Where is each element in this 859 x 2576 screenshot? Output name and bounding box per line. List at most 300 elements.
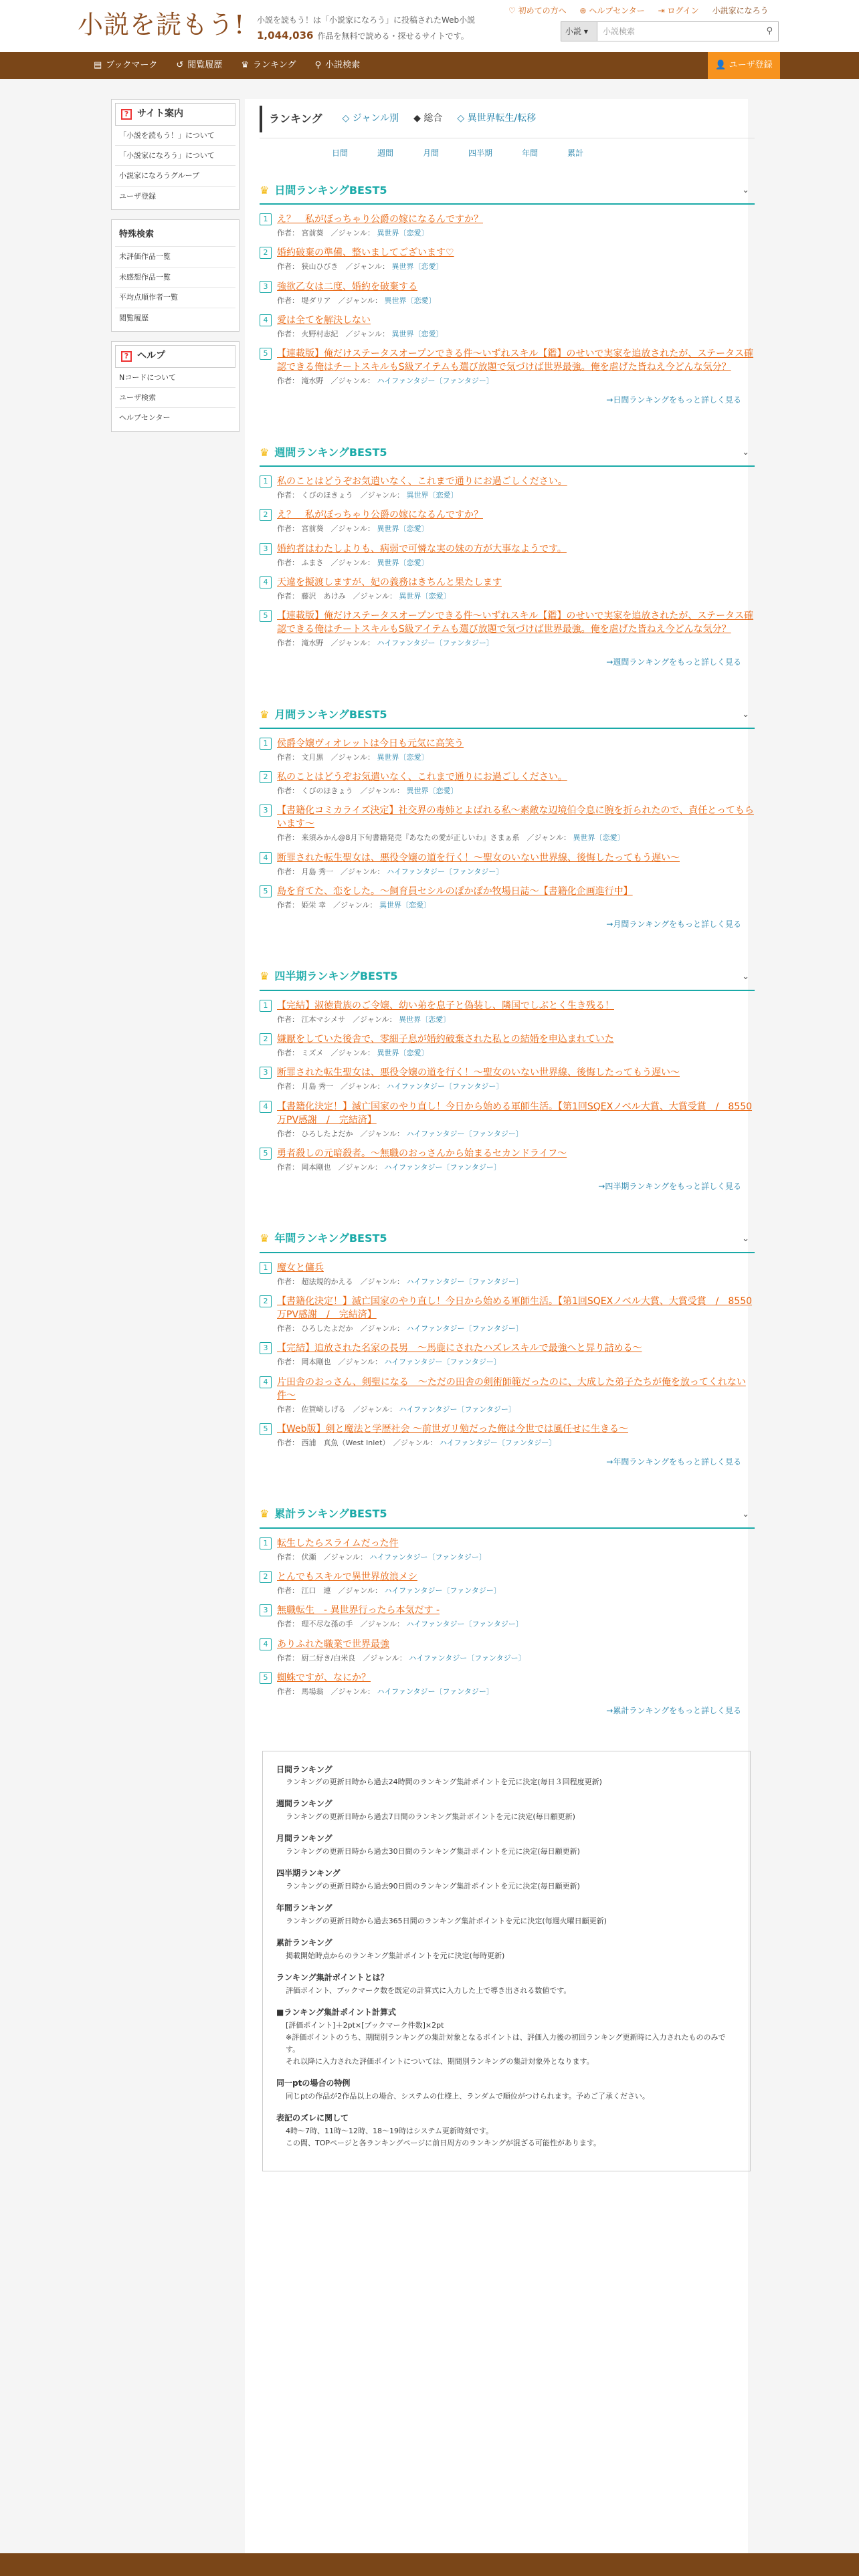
site-logo[interactable]: 小説を読もう! (78, 10, 246, 39)
site-header (0, 0, 859, 52)
genre-link[interactable]: ハイファンタジー〔ファンタジー〕 (406, 1620, 523, 1629)
section-header[interactable] (260, 178, 755, 205)
ranking-item (260, 1376, 755, 1414)
ranking-section (260, 964, 755, 1208)
novel-title-link[interactable]: 【完結】淑徳貴族のご令嬢、幼い弟を息子と偽装し、隣国でしぶとく生き残る！ (277, 1000, 614, 1011)
sidebar-item-ncode[interactable]: Nコードについて (115, 368, 235, 388)
register-button[interactable] (708, 52, 780, 79)
novel-title-link[interactable]: 勇者殺しの元暗殺者。〜無職のおっさんから始まるセカンドライフ〜 (277, 1148, 567, 1160)
novel-title-link[interactable]: え？ 私がぼっちゃり公爵の嫁になるんですか？ (277, 213, 483, 225)
novel-title-link[interactable]: 島を育てた、恋をした。〜飼育員セシルのぽかぽか牧場日誌〜【書籍化企画進行中】 (277, 886, 633, 897)
genre-link[interactable]: ハイファンタジー〔ファンタジー〕 (377, 377, 494, 386)
novel-title-link[interactable]: 【連載版】俺だけステータスオープンできる件〜いずれスキル【鑑】のせいで実家を追放されたが、ステータス確認できる俺はチートスキルもS級アイテムも選び放題で気づけば世界最強。俺を虐げた皆ねえ今どんな気分？ (277, 611, 754, 635)
genre-link[interactable]: ハイファンタジー〔ファンタジー〕 (369, 1552, 486, 1562)
site-guide-box (111, 99, 240, 210)
author-link[interactable]: くびのほきょう (301, 490, 353, 500)
special-search-title: 特殊検索 (115, 223, 235, 247)
rank-number-icon: 1 (260, 213, 272, 225)
site-guide-title-label: サイト案内 (137, 108, 184, 119)
author-link[interactable]: 岡本剛也 (301, 1358, 331, 1367)
rank-number-icon: 5 (260, 348, 272, 360)
rank-number-icon: 2 (260, 1571, 272, 1583)
ranking-section (260, 178, 755, 421)
tab-overall[interactable]: ◆ 総合 (413, 113, 443, 124)
ranking-item (260, 1261, 755, 1287)
nav-ranking-label: ランキング (252, 60, 296, 70)
author-link[interactable]: 来須みかん@8月下旬書籍発売『あなたの愛が正しいわ』さまぁ系 (301, 833, 520, 843)
explain-body: ランキングの更新日時から過去30日間のランキング集計ポイントを元に決定(毎日顧更新) (286, 1847, 580, 1856)
novel-title-link[interactable]: 断罪された転生聖女は、悪役令嬢の道を行く！〜聖女のいない世界線、後悔したってもう遅い〜 (277, 852, 680, 863)
author-link[interactable]: 厨二好き/白米良 (301, 1653, 356, 1662)
period-total[interactable]: 累計 (567, 148, 584, 158)
beginner-link-label: 初めての方へ (518, 6, 567, 15)
novel-title-link[interactable]: 私のことはどうぞお気遣いなく、これまで通りにお過ごしください。 (277, 475, 567, 487)
ranking-item (260, 1422, 755, 1448)
novel-title-link[interactable]: 【完結】追放された名家の長男 〜馬鹿にされたハズレスキルで最強へと昇り詰める〜 (277, 1343, 642, 1354)
novel-meta: 作者： 岡本剛也 ／ジャンル： ハイファンタジー〔ファンタジー〕 (277, 1163, 501, 1172)
period-links (332, 148, 748, 159)
ranking-title: ランキング (269, 112, 322, 125)
novel-meta: 作者： 来須みかん@8月下旬書籍発売『あなたの愛が正しいわ』さまぁ系 ／ジャンル： 異世界〔恋愛〕 (277, 833, 625, 843)
genre-link[interactable]: 異世界〔恋愛〕 (406, 786, 458, 796)
rank-number-icon: 3 (260, 1604, 272, 1616)
genre-link[interactable]: 異世界〔恋愛〕 (377, 228, 429, 237)
sidebar (111, 99, 240, 441)
ranking-item (260, 885, 755, 910)
search-type-value: 小説 (565, 27, 582, 36)
author-link[interactable]: 狭山ひびき (301, 262, 339, 272)
rank-number-icon: 3 (260, 1342, 272, 1354)
rank-number-icon: 5 (260, 610, 272, 622)
novel-title-link[interactable]: 転生したらスライムだった件 (277, 1537, 399, 1549)
novel-meta: 作者： 堤ダリア ／ジャンル： 異世界〔恋愛〕 (277, 296, 436, 305)
section-title: 累計ランキングBEST5 (274, 1507, 387, 1521)
author-link[interactable]: 馬場翁 (301, 1687, 324, 1697)
novel-title-link[interactable]: とんでもスキルで異世界放浪メシ (277, 1571, 417, 1582)
explain-body: ランキングの更新日時から過去24時間のランキング集計ポイントを元に決定(毎日３回程度更新) (286, 1778, 602, 1787)
rank-number-icon: 2 (260, 509, 272, 521)
sidebar-item-group[interactable]: 小説家になろうグループ (115, 166, 235, 186)
login-link-label: ログイン (667, 6, 699, 15)
site-footer (0, 2553, 859, 2576)
more-ranking-link[interactable]: →四半期ランキングをもっと詳しく見る (598, 1181, 741, 1191)
ranking-item (260, 1570, 755, 1596)
ranking-list (260, 1529, 755, 1697)
novel-title-link[interactable]: 【書籍化決定！】滅亡国家のやり直し！今日から始める軍師生活。【第1回SQEXノベル大賞、大賞受賞 / 8550万PV感謝 / 完結済】 (277, 1296, 753, 1320)
genre-link[interactable]: 異世界〔恋愛〕 (377, 558, 429, 567)
rank-number-icon: 5 (260, 1148, 272, 1160)
author-link[interactable]: 宮前葵 (301, 524, 324, 534)
ranking-section (260, 1226, 755, 1483)
rank-number-icon: 4 (260, 576, 272, 588)
crown-icon: ♛ (260, 970, 270, 983)
novel-count (257, 29, 469, 43)
ranking-item (260, 542, 755, 568)
crown-icon: ♛ (260, 183, 270, 197)
rank-number-icon: 4 (260, 1376, 272, 1388)
novel-meta: 作者： 江本マシメサ ／ジャンル： 異世界〔恋愛〕 (277, 1014, 451, 1024)
rank-number-icon: 4 (260, 314, 272, 326)
author-link[interactable]: 宮前葵 (301, 228, 324, 237)
login-link[interactable]: ⇥ ログイン (658, 6, 699, 15)
crown-icon: ♛ (260, 445, 270, 459)
period-weekly[interactable]: 週間 (377, 148, 394, 158)
novel-meta: 作者： 宮前葵 ／ジャンル： 異世界〔恋愛〕 (277, 524, 429, 534)
genre-link[interactable]: ハイファンタジー〔ファンタジー〕 (409, 1653, 526, 1662)
genre-link[interactable]: ハイファンタジー〔ファンタジー〕 (377, 1687, 494, 1697)
explain-heading: 週間ランキング (276, 1799, 332, 1809)
nav-ranking[interactable] (231, 52, 305, 79)
novel-meta: 作者： 厨二好き/白米良 ／ジャンル： ハイファンタジー〔ファンタジー〕 (277, 1653, 526, 1662)
search-type-select[interactable]: 小説 ▾ (561, 21, 597, 41)
search-icon: ⚲ (314, 60, 322, 70)
tagline: 小説を読もう！は「小説家になろう」に投稿されたWeb小説 (257, 15, 476, 25)
author-link[interactable]: 姫栄 幸 (301, 901, 326, 910)
question-icon: ? (121, 351, 132, 362)
rank-number-icon: 1 (260, 475, 272, 488)
search-box (561, 21, 779, 41)
genre-link[interactable]: ハイファンタジー〔ファンタジー〕 (406, 1129, 523, 1138)
novel-title-link[interactable]: 【書籍化コミカライズ決定】社交界の毒姉とよばれる私〜素敵な辺境伯令息に腕を折られたので、責任とってもらいます〜 (277, 805, 754, 830)
ranking-list (260, 729, 755, 911)
novel-meta: 作者： 宮前葵 ／ジャンル： 異世界〔恋愛〕 (277, 228, 429, 237)
novel-meta: 作者： 佐賀崎しげる ／ジャンル： ハイファンタジー〔ファンタジー〕 (277, 1404, 516, 1414)
ranking-item (260, 1066, 755, 1091)
chevron-down-icon[interactable]: ⌄ (742, 185, 749, 195)
novel-title-link[interactable]: ありふれた職業で世界最強 (277, 1638, 389, 1650)
ranking-sections (253, 178, 754, 1732)
novel-meta: 作者： ミズメ ／ジャンル： 異世界〔恋愛〕 (277, 1049, 429, 1058)
section-header[interactable] (260, 964, 755, 991)
genre-link[interactable]: 異世界〔恋愛〕 (384, 296, 436, 305)
ranking-tabs (260, 106, 748, 132)
explain-block (276, 1902, 737, 1927)
ranking-list (260, 205, 755, 387)
genre-link[interactable]: ハイファンタジー〔ファンタジー〕 (377, 639, 494, 648)
more-ranking-link[interactable]: →週間ランキングをもっと詳しく見る (606, 657, 741, 667)
novel-title-link[interactable]: 魔女と傭兵 (277, 1262, 324, 1273)
ranking-item (260, 246, 755, 272)
explain-block (276, 1798, 737, 1823)
rank-number-icon: 3 (260, 804, 272, 817)
explain-heading: 月間ランキング (276, 1834, 332, 1844)
more-ranking-link[interactable]: →日間ランキングをもっと詳しく見る (606, 395, 741, 405)
novel-meta: 作者： くびのほきょう ／ジャンル： 異世界〔恋愛〕 (277, 786, 458, 796)
explain-block (276, 2006, 737, 2068)
narou-logo-link[interactable]: 小説家になろう (712, 6, 769, 15)
genre-link[interactable]: ハイファンタジー〔ファンタジー〕 (387, 867, 504, 876)
tab-genre-label: ジャンル別 (352, 113, 399, 124)
ranking-item (260, 1638, 755, 1663)
ranking-item (260, 475, 755, 500)
explain-block (276, 2112, 737, 2149)
novel-meta: 作者： 超法規的かえる ／ジャンル： ハイファンタジー〔ファンタジー〕 (277, 1277, 523, 1286)
ranking-item (260, 1147, 755, 1172)
nav-history-label: 閲覧履歴 (187, 60, 223, 70)
genre-link[interactable]: ハイファンタジー〔ファンタジー〕 (387, 1082, 504, 1091)
genre-link[interactable]: ハイファンタジー〔ファンタジー〕 (399, 1404, 516, 1414)
special-search-box (111, 219, 240, 332)
genre-link[interactable]: ハイファンタジー〔ファンタジー〕 (406, 1277, 523, 1286)
genre-link[interactable]: 異世界〔恋愛〕 (406, 490, 458, 500)
genre-link[interactable]: 異世界〔恋愛〕 (377, 1049, 429, 1058)
author-link[interactable]: 堤ダリア (301, 296, 331, 305)
rank-number-icon: 5 (260, 1423, 272, 1435)
ranking-item (260, 737, 755, 762)
period-monthly[interactable]: 月間 (423, 148, 440, 158)
tab-genre[interactable]: ◇ ジャンル別 (342, 113, 399, 124)
novel-title-link[interactable]: 無職転生 - 異世界行ったら本気だす - (277, 1605, 440, 1616)
explain-body: 評価ポイント、ブックマーク数を既定の計算式に入力した上で導き出される数値です。 (286, 1985, 571, 1995)
chevron-down-icon[interactable]: ⌄ (742, 447, 749, 457)
explain-body: ランキングの更新日時から過去365日間のランキング集計ポイントを元に決定(毎週火曜日顧更新) (286, 1917, 607, 1926)
author-link[interactable]: ひろしたよだか (301, 1324, 353, 1333)
site-guide-title (115, 103, 235, 126)
novel-title-link[interactable]: 天違を擬渡しますが、妃の義務はきちんと果たします (277, 576, 502, 588)
rank-number-icon: 2 (260, 1033, 272, 1045)
genre-link[interactable]: ハイファンタジー〔ファンタジー〕 (384, 1163, 501, 1172)
author-link[interactable]: 超法規的かえる (301, 1277, 353, 1286)
genre-link[interactable]: ハイファンタジー〔ファンタジー〕 (384, 1586, 501, 1595)
ranking-item (260, 770, 755, 796)
author-link[interactable]: ひろしたよだか (301, 1129, 353, 1138)
author-link[interactable]: 滝水野 (301, 377, 324, 386)
ranking-section (260, 440, 755, 683)
help-title-label: ヘルプ (137, 350, 165, 361)
search-placeholder: 小説検索 (603, 27, 636, 36)
genre-link[interactable]: 異世界〔恋愛〕 (391, 329, 444, 338)
novel-title-link[interactable]: え？ 私がぼっちゃり公爵の嫁になるんですか？ (277, 510, 483, 521)
section-title: 週間ランキングBEST5 (274, 445, 387, 459)
rank-number-icon: 1 (260, 738, 272, 750)
top-links (508, 5, 774, 17)
ranking-item (260, 576, 755, 601)
sidebar-item-author-average[interactable]: 平均点順作者一覧 (115, 288, 235, 308)
author-link[interactable]: 火野村志紀 (301, 329, 339, 338)
novel-title-link[interactable]: 嫌厭をしていた後舎で、零細子息が婚約破棄された私との結婚を申込まれていた (277, 1034, 614, 1045)
period-yearly[interactable]: 年間 (522, 148, 539, 158)
author-link[interactable]: 江口 連 (301, 1586, 331, 1595)
sidebar-item-help-center[interactable]: ヘルプセンター (119, 413, 171, 423)
genre-link[interactable]: ハイファンタジー〔ファンタジー〕 (439, 1438, 557, 1448)
author-link[interactable]: 江本マシメサ (301, 1014, 346, 1024)
ranking-item (260, 1295, 755, 1333)
author-link[interactable]: 文月黒 (301, 752, 324, 762)
author-link[interactable]: 西浦 真魚（West Inlet） (301, 1438, 386, 1448)
rank-number-icon: 2 (260, 247, 272, 259)
author-link[interactable]: 伏瀬 (301, 1552, 316, 1562)
novel-title-link[interactable]: 断罪された転生聖女は、悪役令嬢の道を行く！〜聖女のいない世界線、後悔したってもう遅い〜 (277, 1067, 680, 1079)
more-ranking-link[interactable]: →累計ランキングをもっと詳しく見る (606, 1705, 741, 1715)
ranking-section (260, 702, 755, 946)
chevron-down-icon[interactable]: ⌄ (742, 1233, 749, 1244)
chevron-down-icon[interactable]: ⌄ (742, 971, 749, 982)
explain-block (276, 1867, 737, 1893)
crown-icon: ♛ (260, 1232, 270, 1245)
history-icon: ↺ (176, 60, 184, 70)
ranking-item (260, 280, 755, 306)
novel-title-link[interactable]: 愛は全てを解決しない (277, 314, 371, 326)
explain-block (276, 1832, 737, 1858)
explain-body: 同じptの作品が2作品以上の場合、システムの仕様上、ランダムで順位がつけられます。予めご了承ください。 (286, 2092, 650, 2101)
novel-meta: 作者： 岡本剛也 ／ジャンル： ハイファンタジー〔ファンタジー〕 (277, 1358, 501, 1367)
ranking-item (260, 1671, 755, 1697)
author-link[interactable]: 理不尽な孫の手 (301, 1620, 353, 1629)
novel-meta: 作者： 馬場翁 ／ジャンル： ハイファンタジー〔ファンタジー〕 (277, 1687, 494, 1697)
rank-number-icon: 1 (260, 1262, 272, 1274)
explain-heading: 同一ptの場合の特例 (276, 2078, 351, 2088)
section-header[interactable] (260, 440, 755, 467)
sidebar-item-unrated[interactable]: 未評価作品一覧 (115, 247, 235, 267)
ranking-item (260, 314, 755, 339)
rank-number-icon: 5 (260, 1672, 272, 1684)
section-title: 四半期ランキングBEST5 (274, 970, 398, 983)
explain-heading: 累計ランキング (276, 1938, 332, 1948)
nav-search-label: 小説検索 (325, 60, 361, 70)
sidebar-item-about-yomou[interactable]: 「小説を読もう！」について (115, 126, 235, 146)
section-title: 年間ランキングBEST5 (274, 1232, 387, 1245)
crown-icon: ♛ (241, 60, 249, 70)
explain-body: 掲載開始時点からのランキング集計ポイントを元に決定(毎時更新) (286, 1951, 505, 1960)
novel-meta: 作者： 文月黒 ／ジャンル： 異世界〔恋愛〕 (277, 752, 429, 762)
author-link[interactable]: 月島 秀一 (301, 1082, 333, 1091)
novel-meta: 作者： 西浦 真魚（West Inlet） ／ジャンル： ハイファンタジー〔ファンタジー〕 (277, 1438, 557, 1448)
ranking-item (260, 851, 755, 877)
rank-number-icon: 4 (260, 1101, 272, 1113)
novel-meta: 作者： 滝水野 ／ジャンル： ハイファンタジー〔ファンタジー〕 (277, 639, 494, 648)
novel-title-link[interactable]: 蜘蛛ですが、なにか？ (277, 1673, 371, 1684)
genre-link[interactable]: ハイファンタジー〔ファンタジー〕 (384, 1358, 501, 1367)
author-link[interactable]: くびのほきょう (301, 786, 353, 796)
ranking-item (260, 213, 755, 238)
novel-meta: 作者： 月島 秀一 ／ジャンル： ハイファンタジー〔ファンタジー〕 (277, 867, 504, 876)
genre-link[interactable]: 異世界〔恋愛〕 (399, 591, 451, 601)
ranking-item (260, 1341, 755, 1367)
count-number: 1,044,036 (257, 29, 314, 41)
ranking-item (260, 1033, 755, 1058)
ranking-item (260, 1100, 755, 1139)
novel-meta: 作者： 伏瀬 ／ジャンル： ハイファンタジー〔ファンタジー〕 (277, 1552, 486, 1562)
rank-number-icon: 1 (260, 1537, 272, 1549)
nav-bookmark-label: ブックマーク (106, 60, 158, 70)
period-daily[interactable]: 日間 (332, 148, 349, 158)
count-suffix: 作品を無料で読める・探せるサイトです。 (317, 31, 469, 41)
novel-title-link[interactable]: 片田舎のおっさん、剣聖になる 〜ただの田舎の剣術師範だったのに、大成した弟子たちが俺を放ってくれない件〜 (277, 1376, 746, 1401)
genre-link[interactable]: ハイファンタジー〔ファンタジー〕 (406, 1324, 523, 1333)
ranking-item (260, 609, 755, 648)
novel-title-link[interactable]: 【書籍化決定！】滅亡国家のやり直し！今日から始める軍師生活。【第1回SQEXノベル大賞、大賞受賞 / 8550万PV感謝 / 完結済】 (277, 1101, 753, 1125)
beginner-link[interactable]: ♡ 初めての方へ (508, 6, 567, 15)
sidebar-item-user-search[interactable]: ユーザ検索 (115, 388, 235, 408)
tab-overall-label: 総合 (423, 113, 443, 124)
ranking-item (260, 804, 755, 843)
rank-number-icon: 2 (260, 771, 272, 783)
ranking-explanation (262, 1751, 751, 2172)
novel-meta: 作者： 滝水野 ／ジャンル： ハイファンタジー〔ファンタジー〕 (277, 377, 494, 386)
genre-link[interactable]: 異世界〔恋愛〕 (377, 524, 429, 534)
tab-isekai[interactable]: ◇ 異世界転生/転移 (457, 113, 537, 124)
novel-title-link[interactable]: 【Web版】剣と魔法と学歴社会 〜前世ガリ勉だった俺は今世では風任せに生きる〜 (277, 1424, 628, 1435)
novel-title-link[interactable]: 婚約者はわたしよりも、病弱で可憐な実の妹の方が大事なようです。 (277, 543, 567, 554)
explain-heading: 日間ランキング (276, 1764, 332, 1774)
period-quarterly[interactable]: 四半期 (468, 148, 493, 158)
search-input[interactable] (597, 21, 779, 41)
novel-meta: 作者： 月島 秀一 ／ジャンル： ハイファンタジー〔ファンタジー〕 (277, 1082, 504, 1091)
novel-title-link[interactable]: 私のことはどうぞお気遣いなく、これまで通りにお過ごしください。 (277, 772, 567, 783)
novel-title-link[interactable]: 【連載版】俺だけステータスオープンできる件〜いずれスキル【鑑】のせいで実家を追放されたが、ステータス確認できる俺はチートスキルもS級アイテムも選び放題で気づけば世界最強。俺を虐げた皆ねえ今どんな気分？ (277, 348, 754, 373)
help-box (111, 341, 240, 432)
register-label: ユーザ登録 (729, 60, 773, 70)
explain-heading: 四半期ランキング (276, 1868, 341, 1879)
crown-icon: ♛ (260, 1507, 270, 1521)
ranking-list (260, 467, 755, 649)
ranking-item (260, 1537, 755, 1562)
novel-meta: 作者： 藤沢 あけみ ／ジャンル： 異世界〔恋愛〕 (277, 591, 451, 601)
rank-number-icon: 3 (260, 543, 272, 555)
novel-title-link[interactable]: 婚約破棄の準備、整いましてございます♡ (277, 247, 454, 259)
explain-heading: ■ランキング集計ポイント計算式 (276, 2008, 396, 2018)
ranking-list (260, 991, 755, 1173)
sidebar-item-unreviewed[interactable]: 未感想作品一覧 (115, 267, 235, 288)
sidebar-item-about-narou[interactable]: 「小説家になろう」について (115, 146, 235, 166)
search-icon[interactable]: ⚲ (766, 26, 773, 36)
tab-isekai-label: 異世界転生/転移 (467, 113, 537, 124)
novel-meta: 作者： くびのほきょう ／ジャンル： 異世界〔恋愛〕 (277, 490, 458, 500)
author-link[interactable]: 月島 秀一 (301, 867, 333, 876)
novel-title-link[interactable]: 侯爵令嬢ヴィオレットは今日も元気に高笑う (277, 738, 464, 749)
section-header[interactable] (260, 1226, 755, 1253)
explain-block (276, 1937, 737, 1962)
nav-history[interactable] (167, 52, 231, 79)
help-center-link[interactable]: ⊕ ヘルプセンター (579, 6, 645, 15)
genre-link[interactable]: 異世界〔恋愛〕 (391, 262, 444, 272)
rank-number-icon: 3 (260, 1067, 272, 1079)
author-link[interactable]: ふまさ (301, 558, 324, 567)
genre-link[interactable]: 異世界〔恋愛〕 (379, 901, 432, 910)
author-link[interactable]: 滝水野 (301, 639, 324, 648)
explain-block (276, 1763, 737, 1789)
explain-block (276, 1971, 737, 1997)
chevron-down-icon[interactable]: ⌄ (742, 1509, 749, 1519)
novel-meta: 作者： 江口 連 ／ジャンル： ハイファンタジー〔ファンタジー〕 (277, 1586, 501, 1595)
explain-heading: 年間ランキング (276, 1903, 332, 1913)
author-link[interactable]: 藤沢 あけみ (301, 591, 346, 601)
more-ranking-link[interactable]: →月間ランキングをもっと詳しく見る (606, 919, 741, 929)
author-link[interactable]: 岡本剛也 (301, 1163, 331, 1172)
explain-heading: ランキング集計ポイントとは？ (276, 1973, 389, 1983)
sidebar-item-history[interactable]: 閲覧履歴 (119, 313, 149, 322)
novel-meta: 作者： 火野村志紀 ／ジャンル： 異世界〔恋愛〕 (277, 329, 444, 338)
question-icon: ? (121, 109, 132, 120)
genre-link[interactable]: 異世界〔恋愛〕 (573, 833, 625, 843)
section-header[interactable] (260, 702, 755, 729)
section-header[interactable] (260, 1502, 755, 1529)
nav-search[interactable] (306, 52, 370, 79)
author-link[interactable]: ミズメ (301, 1049, 324, 1058)
author-link[interactable]: 佐賀崎しげる (301, 1404, 346, 1414)
nav-bookmark[interactable] (84, 52, 167, 79)
section-title: 日間ランキングBEST5 (274, 183, 387, 197)
novel-title-link[interactable]: 強欲乙女は二度、婚約を破棄する (277, 281, 417, 292)
sidebar-item-register[interactable]: ユーザ登録 (119, 191, 156, 201)
novel-meta: 作者： ひろしたよだか ／ジャンル： ハイファンタジー〔ファンタジー〕 (277, 1324, 523, 1333)
ranking-list (260, 1253, 755, 1448)
more-ranking-link[interactable]: →年間ランキングをもっと詳しく見る (606, 1457, 741, 1467)
explain-heading: 表記のズレに関して (276, 2113, 349, 2123)
genre-link[interactable]: 異世界〔恋愛〕 (399, 1014, 451, 1024)
chevron-down-icon[interactable]: ⌄ (742, 709, 749, 720)
genre-link[interactable]: 異世界〔恋愛〕 (377, 752, 429, 762)
